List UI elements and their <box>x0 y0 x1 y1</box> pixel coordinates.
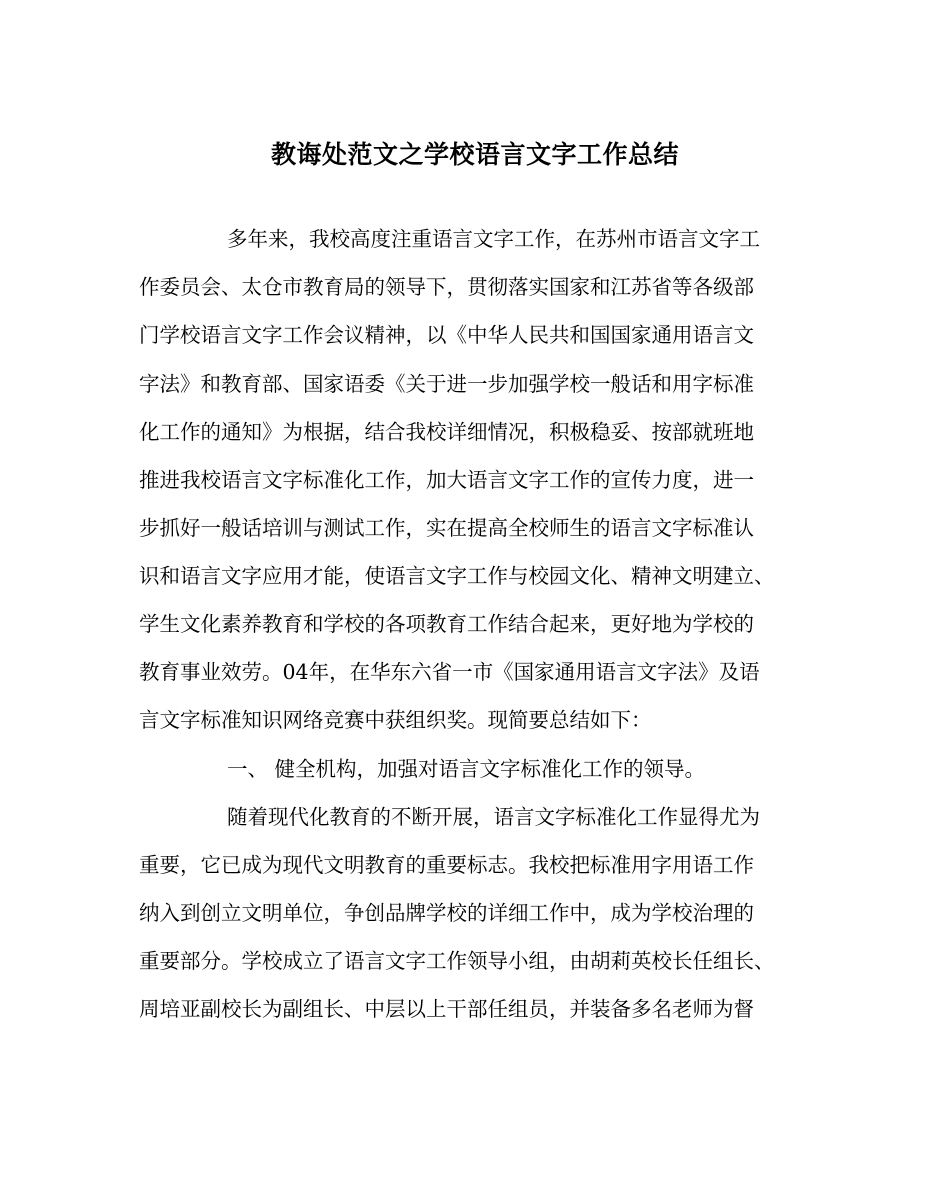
paragraph-line: 教育事业效劳。04年，在华东六省一市《国家通用语言文字法》及语 <box>139 660 760 684</box>
paragraph-line: 作委员会、太仓市教育局的领导下，贯彻落实国家和江苏省等各级部 <box>139 275 754 299</box>
paragraph-line: 言文字标准知识网络竞赛中获组织奖。现简要总结如下： <box>139 708 652 732</box>
paragraph-line: 识和语言文字应用才能，使语言文字工作与校园文化、精神文明建立、 <box>139 564 775 588</box>
document-title: 教诲处范文之学校语言文字工作总结 <box>270 140 679 169</box>
paragraph-line: 随着现代化教育的不断开展，语言文字标准化工作显得尤为 <box>227 805 760 829</box>
section-heading: 一、 健全机构，加强对语言文字标准化工作的领导。 <box>227 757 706 781</box>
paragraph-line: 推进我校语言文字标准化工作，加大语言文字工作的宣传力度，进一 <box>139 468 754 492</box>
paragraph-line: 重要部分。学校成立了语言文字工作领导小组，由胡莉英校长任组长、 <box>139 949 775 973</box>
paragraph-line: 学生文化素养教育和学校的各项教育工作结合起来，更好地为学校的 <box>139 612 754 636</box>
paragraph-line: 纳入到创立文明单位，争创品牌学校的详细工作中，成为学校治理的 <box>139 901 754 925</box>
paragraph-line: 步抓好一般话培训与测试工作，实在提高全校师生的语言文字标准认 <box>139 516 754 540</box>
paragraph-line: 字法》和教育部、国家语委《关于进一步加强学校一般话和用字标准 <box>139 372 754 396</box>
paragraph-line: 化工作的通知》为根据，结合我校详细情况，积极稳妥、按部就班地 <box>139 420 754 444</box>
paragraph-line: 门学校语言文字工作会议精神，以《中华人民共和国国家通用语言文 <box>139 323 754 347</box>
paragraph-line: 多年来，我校高度注重语言文字工作，在苏州市语言文字工 <box>227 227 760 251</box>
paragraph-line: 重要，它已成为现代文明教育的重要标志。我校把标准用字用语工作 <box>139 853 754 877</box>
paragraph-line: 周培亚副校长为副组长、中层以上干部任组员，并装备多名老师为督 <box>139 997 754 1021</box>
